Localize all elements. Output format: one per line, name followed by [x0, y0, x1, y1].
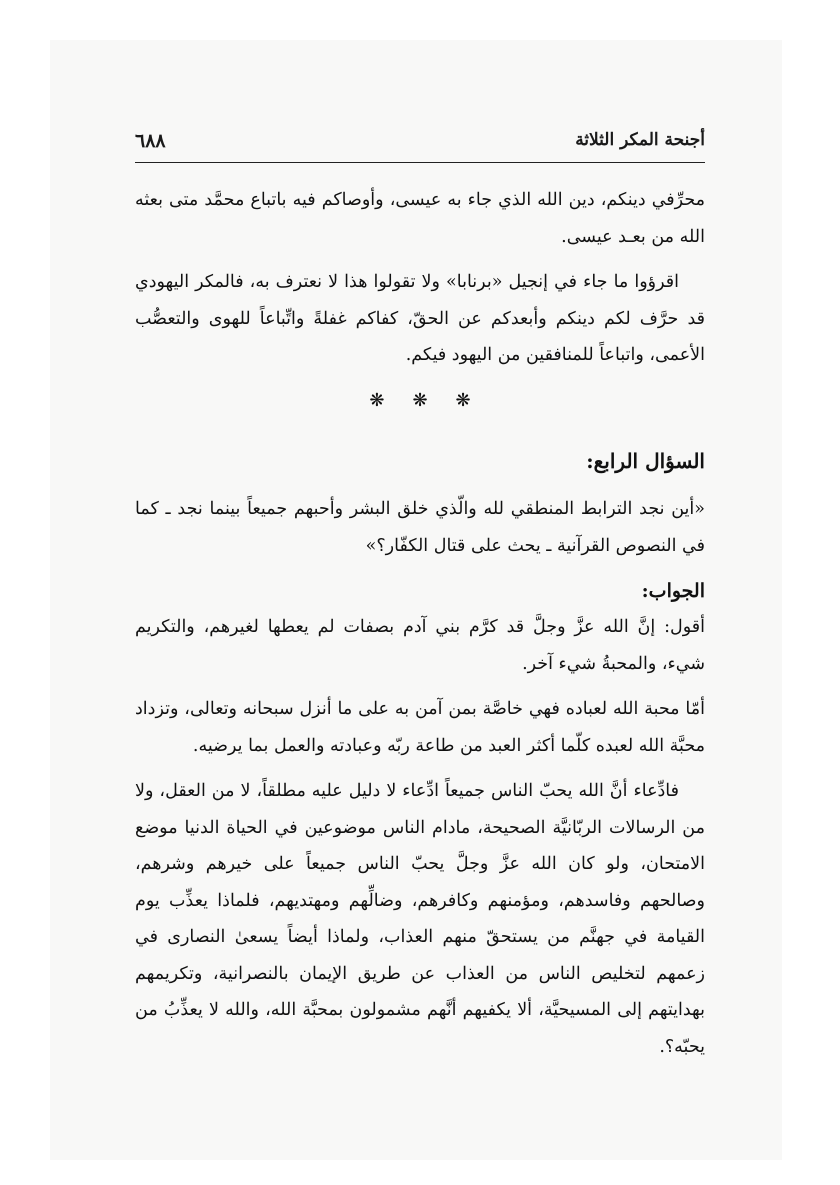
separator-star-icon: ❋: [455, 389, 471, 411]
question-text: «أين نجد الترابط المنطقي لله والّذي خلق البشر وأحبهم جميعاً بينما نجد ـ كما في النصوص القرآنية ـ يحث على قتال الكفّار؟»: [135, 499, 705, 556]
running-header: [135, 128, 705, 158]
answer-heading: الجواب:: [641, 580, 705, 602]
paragraph-barnabas: اقرؤوا ما جاء في إنجيل «برنابا» ولا تقولوا هذا لا نعترف به، فالمكر اليهودي قد حرَّف لكم دينكم وأبعدكم عن الحقّ، كفاكم غفلةً واتِّباعاً للهوى والتعصُّب الأعمى، واتباعاً للمنافقين من اليهود فيكم.: [135, 272, 705, 365]
header-rule: [135, 162, 705, 163]
page-number: ٦٨٨: [135, 130, 166, 152]
page-body: [135, 182, 705, 1074]
answer-paragraph-2: أمّا محبة الله لعباده فهي خاصَّة بمن آمن به على ما أنزل سبحانه وتعالى، وتزداد محبَّة الله لعبده كلّما أكثر العبد من طاعة ربّه وعبادته والعمل بما يرضيه.: [135, 699, 705, 756]
question-heading: السؤال الرابع:: [586, 449, 705, 473]
answer-paragraph-3: فادِّعاء أنَّ الله يحبّ الناس جميعاً ادِّعاء لا دليل عليه مطلقاً، لا من العقل، ولا من الرسالات الربّانيَّة الصحيحة، مادام الناس موضوعين في الحياة الدنيا موضع الامتحان، ولو كان الله عزَّ وجلَّ يحبّ الناس جميعاً على خيرهم وشرهم، وصالحهم وفاسدهم، ومؤمنهم وكافرهم، وضالِّهم ومهتديهم، فلماذا يعذِّب يوم القيامة في جهنَّم من يستحقّ منهم العذاب، ولماذا أيضاً يسعىٰ النصارى في زعمهم لتخليص الناس من العذاب عن طريق الإيمان بالنصرانية، وتكريمهم بهدايتهم إلى المسيحيَّة، ألا يكفيهم أنَّهم مشمولون بمحبَّة الله، والله لا يعذِّبُ من يحبّه؟.: [135, 781, 705, 1057]
book-title: أجنحة المكر الثلاثة: [575, 130, 705, 150]
answer-paragraph-1: أقول: إنَّ الله عزَّ وجلَّ قد كرَّم بني آدم بصفات لم يعطها لغيرهم، والتكريم شيء، والمحبةُ شيء آخر.: [135, 617, 705, 674]
separator-star-icon: ❋: [412, 389, 428, 411]
paragraph-continued: محرِّفي دينكم، دين الله الذي جاء به عيسى، وأوصاكم فيه باتباع محمَّد متى بعثه الله من بعـد عيسى.: [135, 190, 705, 247]
section-separator: [135, 383, 705, 420]
separator-star-icon: ❋: [369, 389, 385, 411]
